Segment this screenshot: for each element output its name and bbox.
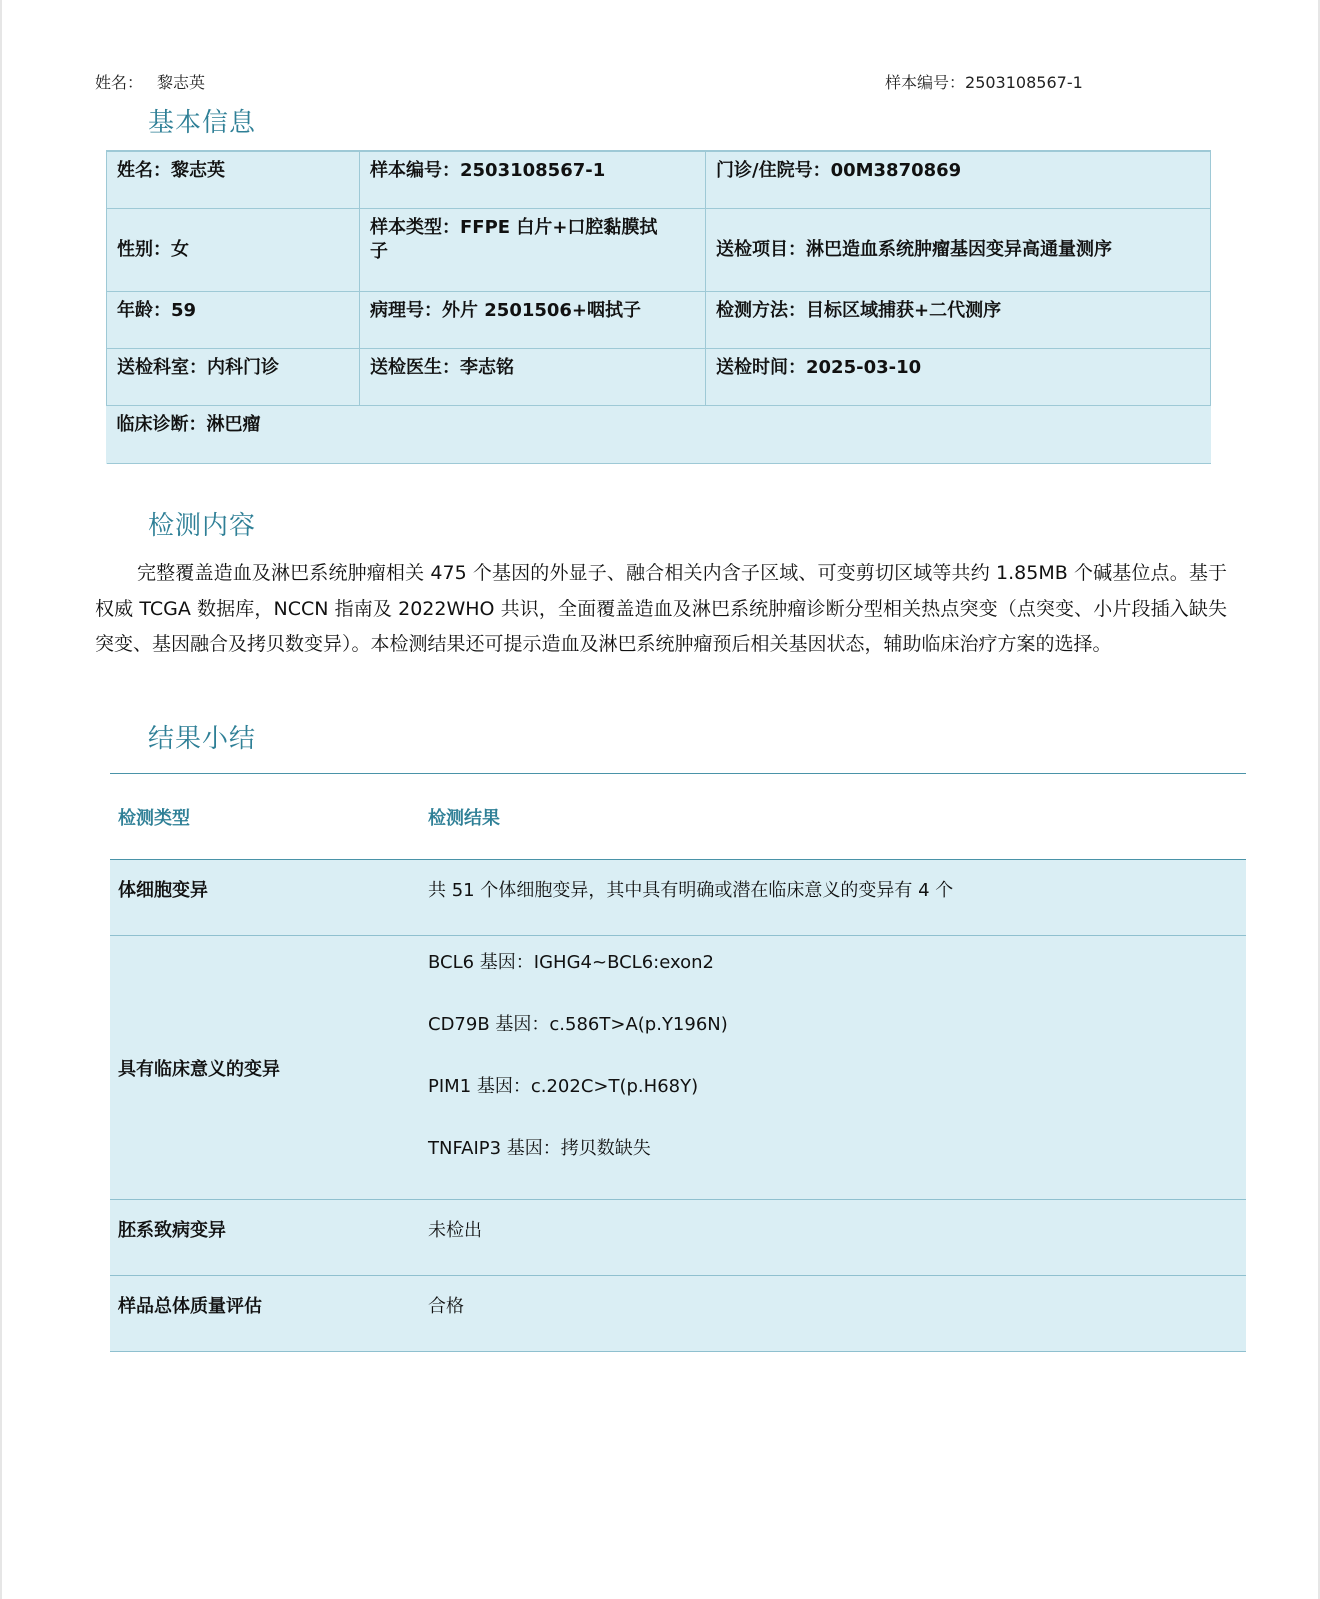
- cell-department: 送检科室：内科门诊: [107, 349, 360, 406]
- table-row: [110, 1200, 1246, 1276]
- header-name-label: 姓名：: [95, 73, 144, 92]
- cell-diagnosis: 临床诊断：淋巴瘤: [107, 406, 1211, 464]
- header-col-result: 检测结果: [420, 774, 1246, 860]
- row-type: 样品总体质量评估: [110, 1276, 420, 1352]
- row-type: 体细胞变异: [110, 860, 420, 936]
- page-edge-left: [0, 0, 2, 1599]
- header-sample-value: 2503108567-1: [965, 73, 1083, 92]
- cell-age: 年龄：59: [107, 292, 360, 349]
- table-row: [107, 151, 1211, 209]
- table-row: [107, 349, 1211, 406]
- variant-item: TNFAIP3 基因：拷贝数缺失: [428, 1138, 651, 1159]
- section-title-basic-info: 基本信息: [148, 108, 257, 138]
- result-summary-table: [110, 773, 1246, 1352]
- variant-item: BCL6 基因：IGHG4~BCL6:exon2: [428, 952, 714, 973]
- cell-sample-type: [360, 209, 706, 292]
- section-title-result-summary: 结果小结: [148, 724, 257, 754]
- basic-info-table: [106, 150, 1211, 464]
- cell-test-method: 检测方法：目标区域捕获+二代测序: [706, 292, 1211, 349]
- sample-type-line1: 样本类型：FFPE 白片+口腔黏膜拭: [370, 217, 658, 238]
- section-title-test-content: 检测内容: [148, 511, 257, 541]
- cell-submit-time: 送检时间：2025-03-10: [706, 349, 1211, 406]
- table-row: [110, 1276, 1246, 1352]
- header-col-type: 检测类型: [110, 774, 420, 860]
- header-patient-name: [95, 70, 205, 93]
- table-row: [110, 860, 1246, 936]
- row-type: 具有临床意义的变异: [110, 936, 420, 1200]
- table-header-row: [110, 774, 1246, 860]
- header-sample-number: [885, 70, 1083, 93]
- test-content-paragraph: 完整覆盖造血及淋巴系统肿瘤相关 475 个基因的外显子、融合相关内含子区域、可变剪切区域等共约 1.85MB 个碱基位点。基于权威 TCGA 数据库，NCCN 指南及 2022WHO 共识，全面覆盖造血及淋巴系统肿瘤诊断分型相关热点突变（点突变、小片段插入缺失突变、基因融合及拷贝数变异）。本检测结果还可提示造血及淋巴系统肿瘤预后相关基因状态，辅助临床治疗方案的选择。: [95, 562, 1227, 655]
- cell-pathology-no: 病理号：外片 2501506+咽拭子: [360, 292, 706, 349]
- row-type: 胚系致病变异: [110, 1200, 420, 1276]
- table-row: [107, 292, 1211, 349]
- table-row: [107, 209, 1211, 292]
- cell-name: 姓名：黎志英: [107, 151, 360, 209]
- row-result: 共 51 个体细胞变异，其中具有明确或潜在临床意义的变异有 4 个: [420, 860, 1246, 936]
- table-row: [110, 936, 1246, 1200]
- cell-sample-no: 样本编号：2503108567-1: [360, 151, 706, 209]
- row-result: 合格: [420, 1276, 1246, 1352]
- header-name-value: 黎志英: [157, 73, 206, 92]
- variant-item: CD79B 基因：c.586T>A(p.Y196N): [428, 1014, 728, 1035]
- variant-list: [420, 936, 1246, 1200]
- cell-doctor: 送检医生：李志铭: [360, 349, 706, 406]
- cell-hospital-no: 门诊/住院号：00M3870869: [706, 151, 1211, 209]
- cell-gender: 性别：女: [107, 209, 360, 292]
- variant-item: PIM1 基因：c.202C>T(p.H68Y): [428, 1076, 699, 1097]
- header-sample-label: 样本编号：: [885, 73, 966, 92]
- table-row: [107, 406, 1211, 464]
- sample-type-line2: 子: [370, 241, 388, 262]
- row-result: 未检出: [420, 1200, 1246, 1276]
- cell-test-item: 送检项目：淋巴造血系统肿瘤基因变异高通量测序: [706, 209, 1211, 292]
